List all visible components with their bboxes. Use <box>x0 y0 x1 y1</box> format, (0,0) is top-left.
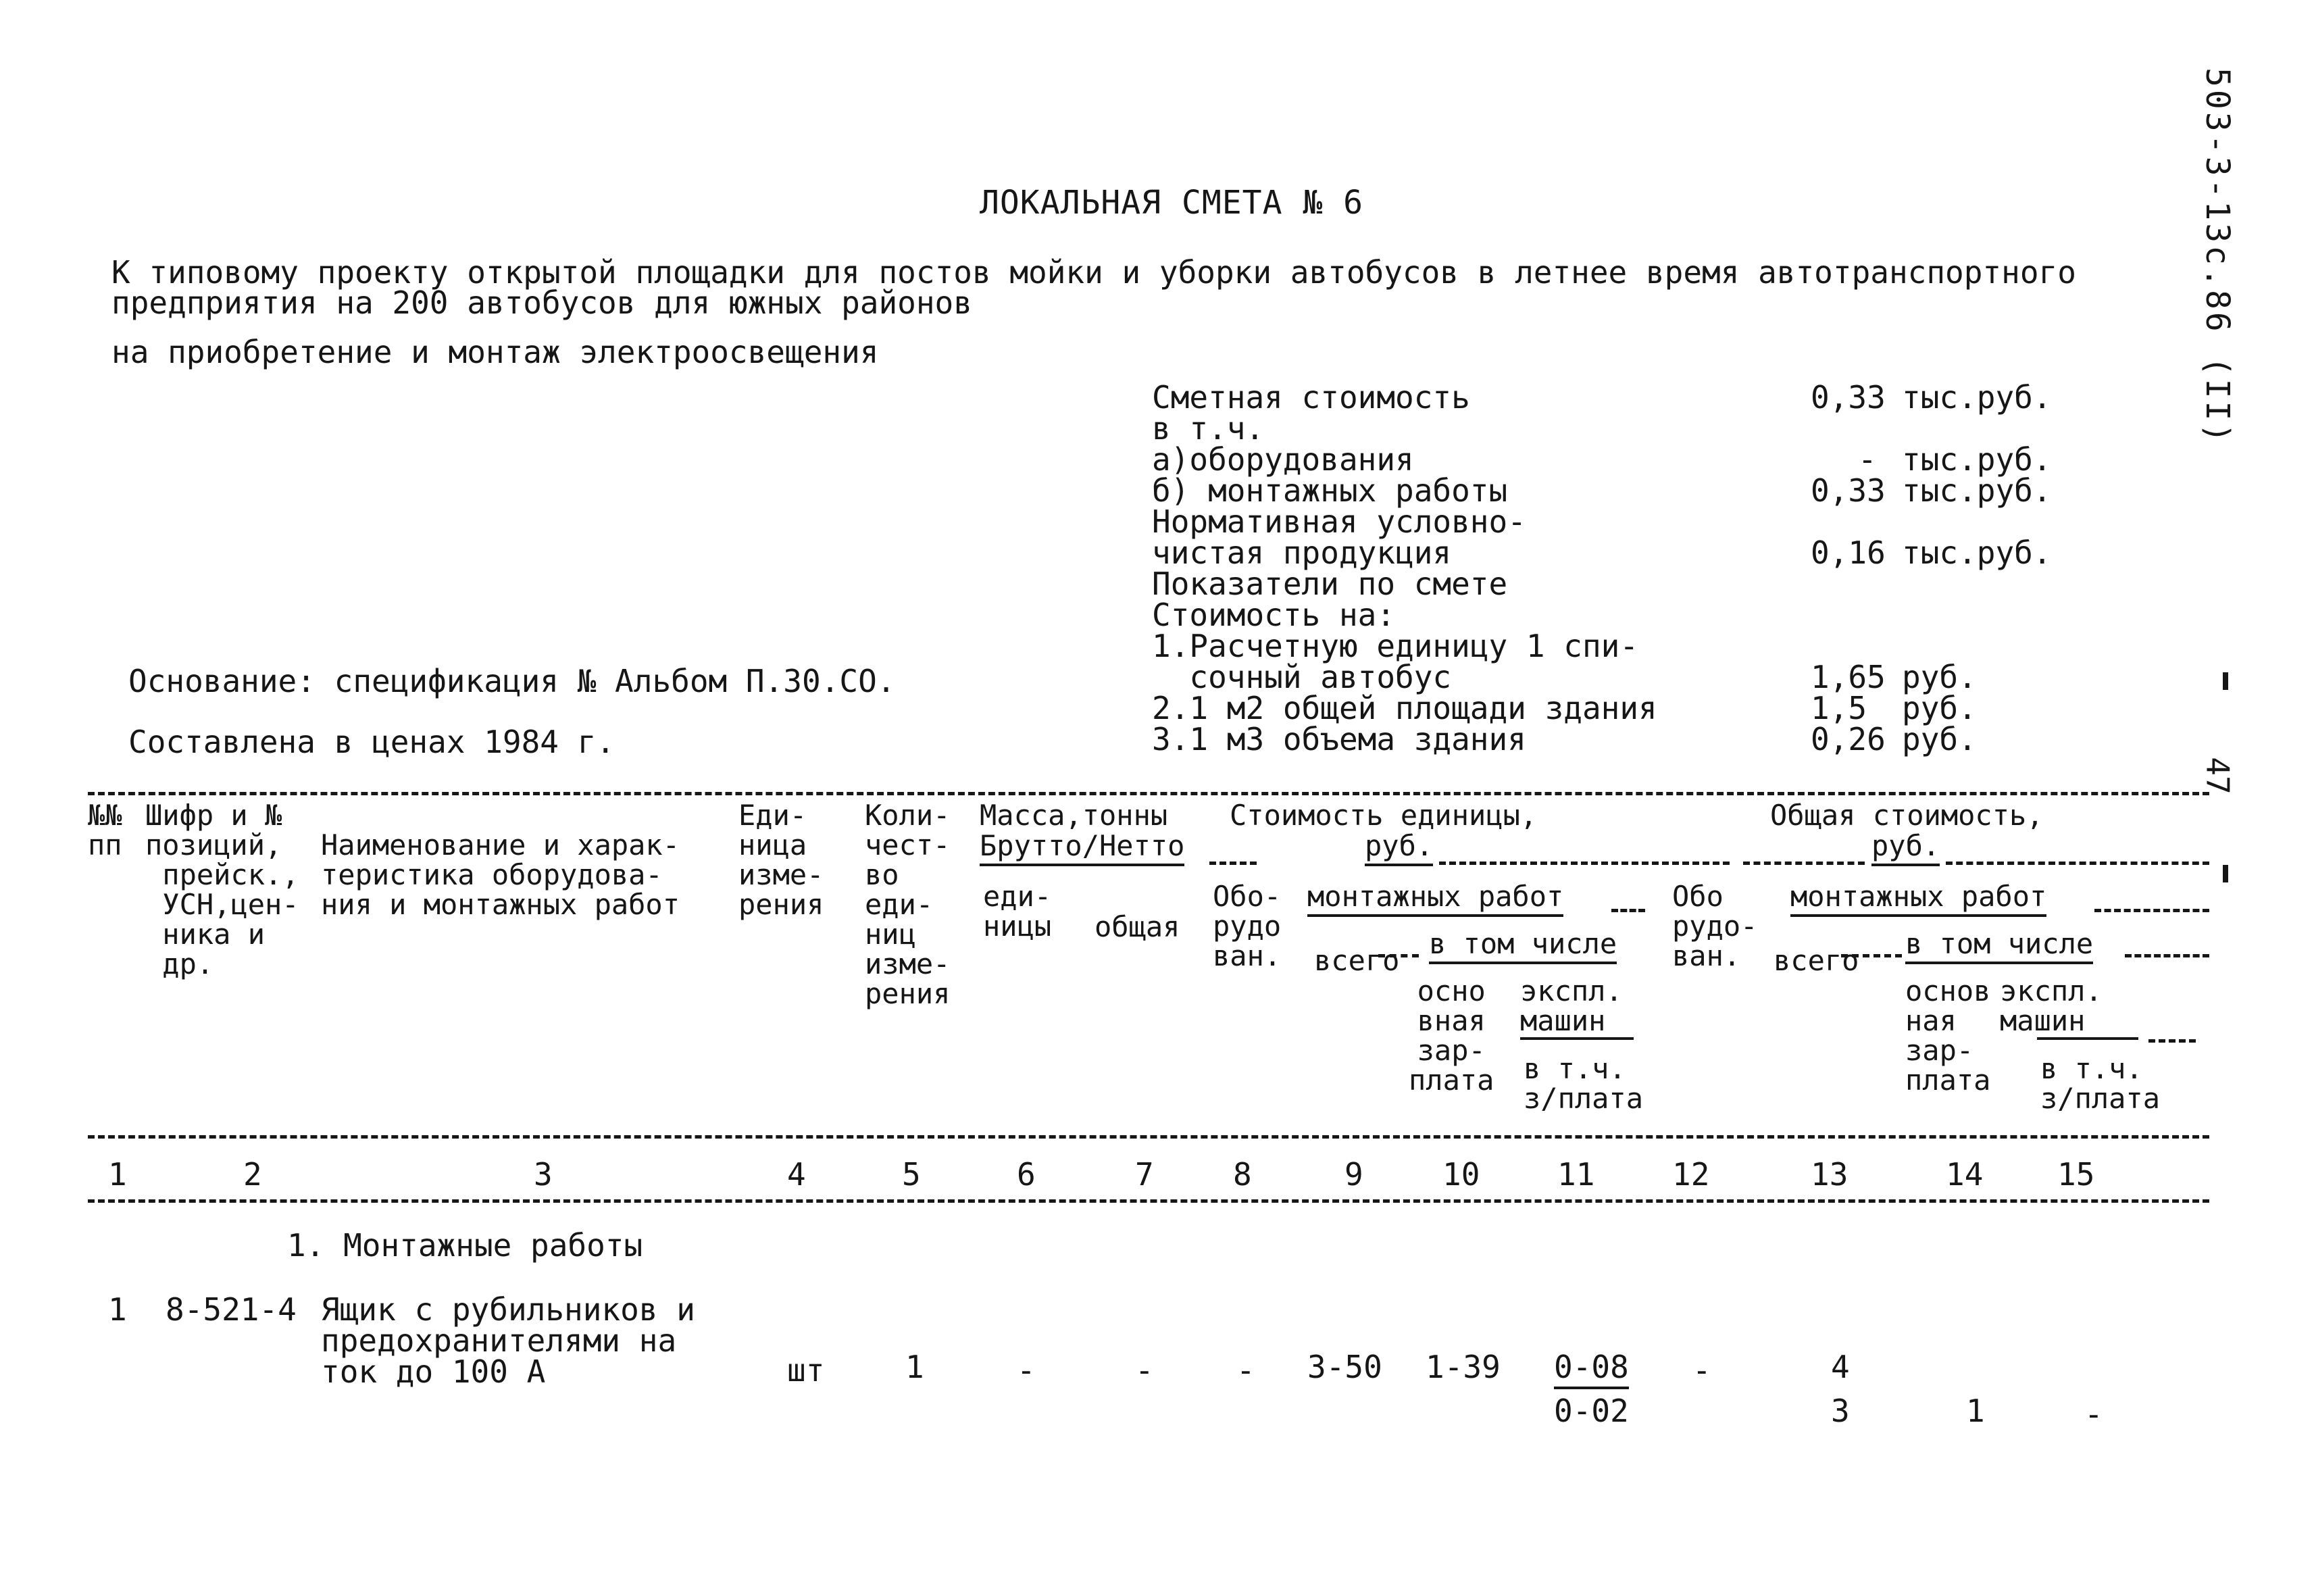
row-total-mount: 4 <box>1831 1349 1850 1385</box>
col-header-incl-2 <box>1905 929 2093 959</box>
column-number: 11 <box>1557 1156 1595 1193</box>
rule <box>1743 862 1865 865</box>
basis-specification: Основание: спецификация № Альбом П.30.СО. <box>128 663 896 699</box>
page-title: ЛОКАЛЬНАЯ СМЕТА № 6 <box>980 184 1364 222</box>
summary-label: Стоимость на: <box>1152 597 1396 633</box>
row-total-mount-2: 3 <box>1831 1393 1850 1429</box>
summary-value: - <box>1858 441 1877 478</box>
col-header-mach-pay: в т.ч. з/плата <box>1524 1052 1644 1115</box>
col-header-num: №№ пп <box>88 799 122 862</box>
col-header-mach-2: экспл. машин <box>2000 974 2103 1037</box>
estimate-subject: на приобретение и монтаж электроосвещения <box>111 334 879 370</box>
summary-value: 0,16 <box>1811 534 1886 571</box>
row-mass-total: - <box>1135 1352 1154 1389</box>
mount-label: монтажных работ <box>1307 880 1563 917</box>
summary-unit: руб. <box>1902 721 1977 757</box>
col-header-qty: Коли- чест- во еди- ниц изме- рения <box>865 799 951 1010</box>
summary-unit: тыс.руб. <box>1902 441 2052 478</box>
table-top-rule <box>88 792 2209 795</box>
col-header-mount-unit <box>1307 882 1563 912</box>
section-title: 1. Монтажные работы <box>287 1227 643 1264</box>
incl-label: в том числе <box>1429 927 1617 964</box>
summary-label: б) монтажных работы <box>1152 472 1508 509</box>
incl-label-2: в том числе <box>1905 927 2093 964</box>
rule <box>1520 1037 1634 1040</box>
summary-value: 0,33 <box>1811 472 1886 509</box>
row-mach-pay: 0-02 <box>1554 1393 1629 1429</box>
row-mach <box>1554 1349 1629 1385</box>
column-number: 3 <box>534 1156 553 1193</box>
col-header-unit-cost: Стоимость единицы, <box>1230 799 1538 832</box>
rule <box>2094 909 2209 912</box>
rule <box>2125 954 2209 957</box>
summary-label: Показатели по смете <box>1152 566 1508 602</box>
summary-value: 0,26 <box>1811 721 1886 757</box>
description-line-1: К типовому проекту открытой площадки для постов мойки и уборки автобусов в летнее время автотранспортного <box>111 254 2076 291</box>
rule <box>2148 1039 2196 1043</box>
row-total-mach: - <box>2084 1396 2103 1432</box>
page-number: 47 <box>2199 757 2236 795</box>
summary-unit: тыс.руб. <box>1902 472 2052 509</box>
row-base-pay: 1-39 <box>1426 1349 1501 1385</box>
col-header-unit: Еди- ница изме- рения <box>738 799 824 921</box>
summary-value: 1,65 <box>1811 659 1886 695</box>
column-number: 5 <box>902 1156 921 1193</box>
summary-label: 2.1 м2 общей площади здания <box>1152 690 1657 726</box>
total-cost-sub: руб. <box>1871 829 1940 866</box>
mass-sub-label: Брутто/Нетто <box>980 829 1184 866</box>
row-number: 1 <box>108 1291 127 1328</box>
summary-label: а)оборудования <box>1152 441 1414 478</box>
row-mass-unit: - <box>1017 1352 1036 1389</box>
column-number: 13 <box>1811 1156 1848 1193</box>
col-header-mass: Масса,тонны <box>980 799 1168 832</box>
numbers-bottom-rule <box>88 1199 2209 1203</box>
summary-label: в т.ч. <box>1152 410 1265 447</box>
row-mach-value: 0-08 <box>1554 1349 1629 1389</box>
column-number: 12 <box>1672 1156 1710 1193</box>
col-header-mass-total: общая <box>1095 910 1180 943</box>
mount-label-2: монтажных работ <box>1790 880 2046 917</box>
col-header-mount-total: всего <box>1314 944 1400 977</box>
col-header-equip-total: Обо рудо- ван. <box>1672 880 1758 972</box>
col-header-mass-sub <box>980 831 1184 861</box>
rule <box>1209 862 1257 865</box>
margin-mark <box>2223 672 2228 690</box>
row-qty: 1 <box>905 1349 924 1385</box>
numbers-top-rule <box>88 1135 2209 1139</box>
row-mount-total: 3-50 <box>1307 1349 1382 1385</box>
row-name: Ящик с рубильников и предохранителями на ток до 100 А <box>321 1291 695 1390</box>
rule <box>2037 1037 2138 1040</box>
column-number: 9 <box>1344 1156 1363 1193</box>
summary-unit: тыс.руб. <box>1902 534 2052 571</box>
column-number: 8 <box>1233 1156 1252 1193</box>
col-header-equip-unit: Обо- рудо ван. <box>1213 880 1282 972</box>
summary-unit: руб. <box>1902 690 1977 726</box>
document-code: 503-3-13с.86 (II) <box>2198 68 2236 446</box>
description-line-2: предприятия на 200 автобусов для южных районов <box>111 284 972 321</box>
summary-value: 1,5 <box>1811 690 1867 726</box>
col-header-name: Наименование и харак- теристика оборудова- ния и монтажных работ <box>321 828 680 921</box>
col-header-total-all: всего <box>1774 944 1859 977</box>
column-number: 1 <box>108 1156 127 1193</box>
rule <box>1439 862 1730 865</box>
rule <box>1378 954 1419 957</box>
col-header-code: Шифр и № позиций, прейск., УСН,цен- ника и др. <box>145 799 299 980</box>
col-header-mass-unit: еди- ницы <box>983 880 1052 943</box>
column-number: 2 <box>243 1156 262 1193</box>
summary-value: 0,33 <box>1811 379 1886 416</box>
row-total-base: 1 <box>1966 1393 1985 1429</box>
unit-cost-sub: руб. <box>1365 829 1433 866</box>
summary-label: Сметная стоимость <box>1152 379 1470 416</box>
summary-unit: тыс.руб. <box>1902 379 2052 416</box>
col-header-mount-total-2 <box>1790 882 2046 912</box>
column-number: 4 <box>787 1156 806 1193</box>
col-header-base-pay-2: основ ная зар- плата <box>1905 974 1991 1097</box>
summary-label: 1.Расчетную единицу 1 спи- <box>1152 628 1639 664</box>
col-header-incl <box>1429 929 1617 959</box>
col-header-mach: экспл. машин <box>1520 974 1623 1037</box>
summary-label: чистая продукция <box>1152 534 1452 571</box>
basis-prices: Составлена в ценах 1984 г. <box>128 724 615 760</box>
row-unit: шт <box>787 1352 825 1389</box>
summary-label: сочный автобус <box>1152 659 1452 695</box>
row-equip-total: - <box>1692 1352 1711 1389</box>
column-number: 7 <box>1135 1156 1154 1193</box>
rule <box>1946 862 2209 865</box>
margin-mark <box>2223 865 2228 882</box>
col-header-mach-pay-2: в т.ч. з/плата <box>2040 1052 2161 1115</box>
col-header-base-pay: осно вная зар- плата <box>1409 974 1494 1097</box>
summary-label: Нормативная условно- <box>1152 503 1526 540</box>
col-header-total-cost-sub-wrap <box>1871 831 1940 861</box>
row-equip-unit: - <box>1236 1352 1255 1389</box>
rule <box>1841 954 1902 957</box>
column-number: 6 <box>1017 1156 1036 1193</box>
summary-label: 3.1 м3 объема здания <box>1152 721 1526 757</box>
summary-unit: руб. <box>1902 659 1977 695</box>
column-number: 15 <box>2057 1156 2095 1193</box>
col-header-unit-cost-sub-wrap <box>1365 831 1433 861</box>
row-code: 8-521-4 <box>166 1291 297 1328</box>
col-header-total-cost: Общая стоимость, <box>1770 799 2044 832</box>
column-number: 10 <box>1442 1156 1480 1193</box>
column-number: 14 <box>1946 1156 1984 1193</box>
rule <box>1611 909 1645 912</box>
